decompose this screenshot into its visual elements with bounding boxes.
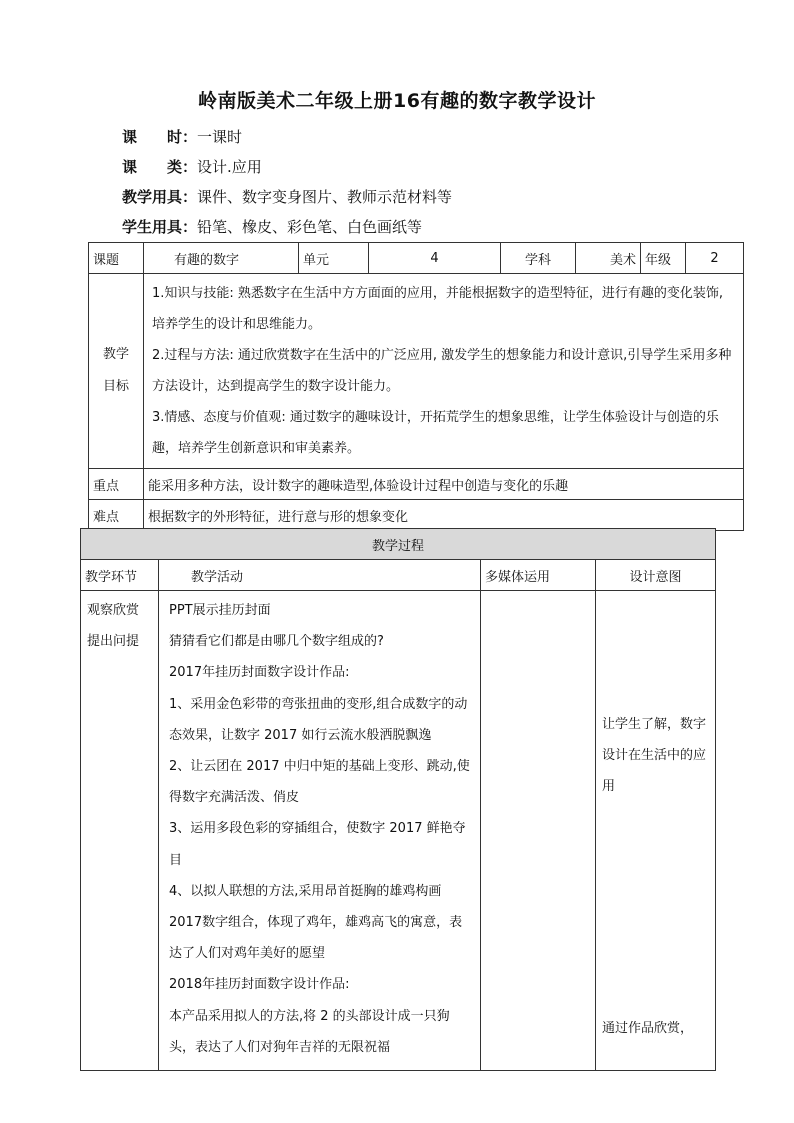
activity-item: 2018年挂历封面数字设计作品:: [169, 977, 350, 993]
meta-class-hours: [122, 127, 242, 147]
activity-item: 2、让云团在 2017 中归中矩的基础上变形、跳动,使得数字充满活泼、俏皮: [169, 759, 470, 806]
document-title: 岭南版美术二年级上册16有趣的数字教学设计: [198, 90, 596, 112]
activity-item: 猜猜看它们都是由哪几个数字组成的?: [169, 634, 384, 650]
meta-teaching-tools: [122, 187, 452, 207]
meta-class-type: [122, 157, 262, 177]
key-point-label: 重点: [89, 469, 144, 500]
meta-label: 教学用具：: [122, 188, 198, 206]
objective-item: 3.情感、态度与价值观: 通过数字的趣味设计，开拓荒学生的想象思维，让学生体验设计与创造的乐趣，培养学生创新意识和审美素养。: [152, 410, 719, 456]
topic-value: 有趣的数字: [144, 243, 299, 274]
table-row: [89, 243, 744, 274]
stage-line: 提出问提: [87, 634, 140, 650]
objectives-text: [144, 274, 744, 469]
table-row: [89, 469, 744, 500]
topic-label: 课题: [89, 243, 144, 274]
objectives-label-line: 教学: [102, 347, 129, 362]
meta-value: 课件、数字变身图片、教师示范材料等: [197, 188, 453, 206]
difficulty-value: 根据数字的外形特征，进行意与形的想象变化: [144, 500, 744, 531]
column-header: 教学活动: [159, 560, 481, 591]
meta-value: 设计.应用: [197, 158, 262, 176]
column-header: 教学环节: [81, 560, 159, 591]
activities-cell: [159, 591, 481, 1071]
design-intent-text: 让学生了解，数字设计在生活中的应用: [602, 717, 707, 795]
difficulty-label: 难点: [89, 500, 144, 531]
stage-line: 观察欣赏: [87, 603, 140, 618]
unit-label: 单元: [299, 243, 369, 274]
meta-value: 一课时: [197, 128, 243, 146]
table-row: [81, 591, 716, 1071]
objective-item: 1.知识与技能: 熟悉数字在生活中方方面面的应用，并能根据数字的造型特征，进行有趣的变化装饰,培养学生的设计和思维能力。: [152, 286, 724, 332]
unit-value: 4: [369, 243, 501, 274]
column-header: 多媒体运用: [481, 560, 596, 591]
subject-label: 学科: [501, 243, 576, 274]
table-row: [89, 274, 744, 469]
table-row: [89, 500, 744, 531]
column-header: 设计意图: [596, 560, 716, 591]
multimedia-cell: [481, 591, 596, 1071]
grade-label: 年级: [641, 243, 686, 274]
design-intent-text: 通过作品欣赏，: [602, 1020, 694, 1036]
process-header: 教学过程: [81, 529, 716, 560]
design-intent-cell: [596, 591, 716, 1071]
meta-label: 学生用具：: [122, 218, 198, 236]
objective-item: 2.过程与方法: 通过欣赏数字在生活中的广泛应用, 激发学生的想象能力和设计意识,引导学生采用多种方法设计，达到提高学生的数字设计能力。: [152, 348, 732, 394]
activity-item: 2017年挂历封面数字设计作品:: [169, 665, 350, 681]
meta-value: 铅笔、橡皮、彩色笔、白色画纸等: [197, 218, 423, 236]
activity-item: 4、以拟人联想的方法,采用昂首挺胸的雄鸡构画2017数字组合，体现了鸡年，雄鸡高飞的寓意，表达了人们对鸡年美好的愿望: [169, 883, 463, 962]
grade-value: 2: [686, 243, 744, 274]
meta-label: 课 类：: [122, 158, 198, 176]
objectives-label-line: 目标: [102, 379, 129, 394]
teaching-process-table: [80, 528, 716, 1071]
meta-label: 课 时：: [122, 128, 198, 146]
meta-student-tools: [122, 217, 422, 237]
objectives-label: [89, 274, 144, 469]
key-point-value: 能采用多种方法，设计数字的趣味造型,体验设计过程中创造与变化的乐趣: [144, 469, 744, 500]
activity-item: 本产品采用拟人的方法,将 2 的头部设计成一只狗头，表达了人们对狗年吉祥的无限祝福: [169, 1008, 450, 1055]
table-row: [81, 560, 716, 591]
activity-item: PPT展示挂历封面: [169, 603, 271, 618]
table-row: [81, 529, 716, 560]
activity-item: 3、运用多段色彩的穿插组合，使数字 2017 鲜艳夺目: [169, 821, 466, 868]
subject-value: 美术: [576, 243, 641, 274]
lesson-info-table: [88, 242, 744, 531]
activity-item: 1、采用金色彩带的弯张扭曲的变形,组合成数字的动态效果，让数字 2017 如行云流水般洒脱飘逸: [169, 696, 468, 743]
stage-cell: [81, 591, 159, 1071]
